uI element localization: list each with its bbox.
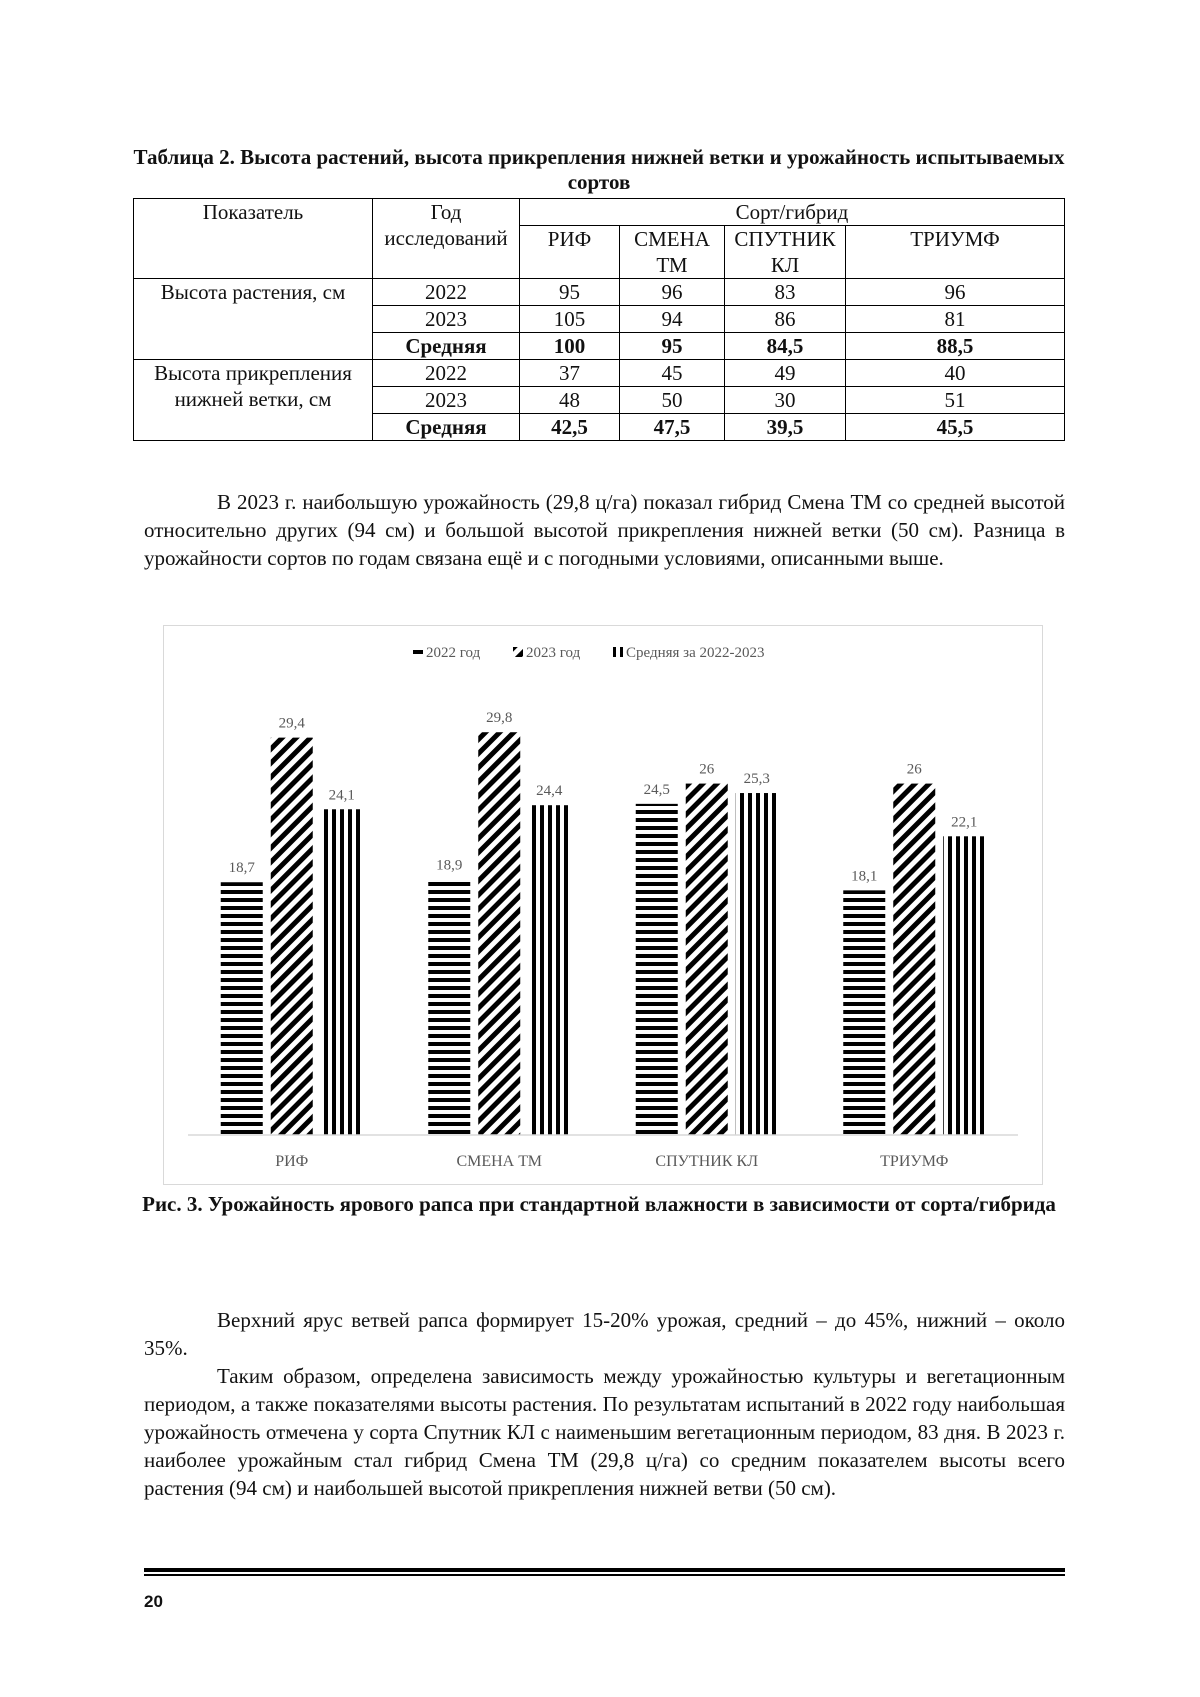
x-tick-label: СПУТНИК КЛ xyxy=(655,1153,759,1170)
cell-value: 51 xyxy=(846,387,1065,414)
cell-value: 95 xyxy=(520,279,620,306)
cell-value: 45 xyxy=(620,360,725,387)
cell-year: 2023 xyxy=(373,306,520,333)
row-group-label: Высота растения, см xyxy=(134,279,373,360)
cell-year: 2023 xyxy=(373,387,520,414)
figure-caption: Рис. 3. Урожайность ярового рапса при стандартной влажности в зависимости от сорта/гибрида xyxy=(142,1192,1056,1216)
data-label: 25,3 xyxy=(743,771,770,788)
data-label: 24,1 xyxy=(328,787,355,804)
cell-value: 30 xyxy=(725,387,846,414)
legend-swatch xyxy=(513,647,523,657)
page-number: 20 xyxy=(144,1592,163,1611)
header-year: Год исследований xyxy=(373,199,520,279)
data-table xyxy=(133,198,1065,441)
cell-value: 40 xyxy=(846,360,1065,387)
header-variety: СПУТНИК КЛ xyxy=(725,226,846,279)
yield-chart xyxy=(163,625,1043,1185)
table-row xyxy=(134,360,1065,387)
bar-horizontal xyxy=(843,890,885,1135)
bar-diagonal xyxy=(686,784,728,1135)
legend-label: 2023 год xyxy=(526,645,581,661)
cell-value: 100 xyxy=(520,333,620,360)
cell-value: 50 xyxy=(620,387,725,414)
legend-label: 2022 год xyxy=(426,645,481,661)
data-label: 29,8 xyxy=(486,710,513,727)
x-tick-label: СМЕНА ТМ xyxy=(456,1153,543,1170)
row-group-label: Высота прикрепления нижней ветки, см xyxy=(134,360,373,441)
cell-value: 47,5 xyxy=(620,414,725,441)
cell-value: 45,5 xyxy=(846,414,1065,441)
cell-value: 42,5 xyxy=(520,414,620,441)
cell-year: 2022 xyxy=(373,360,520,387)
header-variety-group: Сорт/гибрид xyxy=(520,199,1065,226)
bar-horizontal xyxy=(636,804,678,1135)
data-label: 24,5 xyxy=(643,781,670,798)
footer-rule-thick xyxy=(144,1568,1065,1572)
cell-value: 96 xyxy=(620,279,725,306)
legend-swatch xyxy=(413,647,423,657)
cell-value: 49 xyxy=(725,360,846,387)
cell-value: 81 xyxy=(846,306,1065,333)
bar-diagonal xyxy=(893,784,935,1135)
data-label: 29,4 xyxy=(278,715,305,732)
yield-chart-svg xyxy=(164,626,1042,1184)
cell-value: 83 xyxy=(725,279,846,306)
body-paragraph: Таким образом, определена зависимость между урожайностью культуры и вегетационным периодом, а также показателями высоты растения. По результатам испытаний в 2022 году наибольшая урожайность отмечена у сорта Спутник КЛ с наименьшим вегетационным периодом, 83 дня. В 2023 г. наиболее урожайным стал гибрид Смена ТМ (29,8 ц/га) со средним показателем высоты всего растения (94 см) и наибольшей высотой прикрепления нижней ветви (50 см). xyxy=(144,1364,1065,1500)
legend-label: Средняя за 2022-2023 xyxy=(626,645,765,661)
cell-value: 86 xyxy=(725,306,846,333)
bar-vertical xyxy=(736,793,778,1135)
header-indicator: Показатель xyxy=(134,199,373,279)
cell-value: 105 xyxy=(520,306,620,333)
cell-value: 96 xyxy=(846,279,1065,306)
cell-value: 94 xyxy=(620,306,725,333)
bar-horizontal xyxy=(428,880,470,1135)
cell-value: 48 xyxy=(520,387,620,414)
bar-horizontal xyxy=(221,882,263,1135)
cell-value: 95 xyxy=(620,333,725,360)
header-variety: РИФ xyxy=(520,226,620,279)
cell-value: 39,5 xyxy=(725,414,846,441)
footer-rule-thin xyxy=(144,1574,1065,1576)
legend-swatch xyxy=(613,647,623,657)
cell-value: 88,5 xyxy=(846,333,1065,360)
cell-year: 2022 xyxy=(373,279,520,306)
x-tick-label: ТРИУМФ xyxy=(880,1153,949,1170)
data-label: 24,4 xyxy=(536,783,563,800)
cell-value: 84,5 xyxy=(725,333,846,360)
header-variety: СМЕНА ТМ xyxy=(620,226,725,279)
bar-diagonal xyxy=(478,732,520,1135)
cell-value: 37 xyxy=(520,360,620,387)
cell-year: Средняя xyxy=(373,333,520,360)
cell-year: Средняя xyxy=(373,414,520,441)
data-label: 18,1 xyxy=(851,868,878,885)
data-label: 26 xyxy=(699,761,715,778)
bar-vertical xyxy=(321,809,363,1135)
data-label: 18,7 xyxy=(228,860,255,877)
body-paragraph: Верхний ярус ветвей рапса формирует 15-20% урожая, средний – до 45%, нижний – около 35%. xyxy=(144,1308,1065,1360)
bar-vertical xyxy=(943,836,985,1135)
data-label: 26 xyxy=(906,761,922,778)
body-paragraph: В 2023 г. наибольшую урожайность (29,8 ц/га) показал гибрид Смена ТМ со средней высотой относительно других (94 см) и большой высотой прикрепления нижней ветки (50 см). Разница в урожайности сортов по годам связана ещё и с погодными условиями, описанными выше. xyxy=(144,490,1065,570)
bar-vertical xyxy=(528,805,570,1135)
bar-diagonal xyxy=(271,738,313,1135)
table-row xyxy=(134,279,1065,306)
data-label: 22,1 xyxy=(951,814,978,831)
x-tick-label: РИФ xyxy=(275,1153,309,1170)
data-label: 18,9 xyxy=(436,857,463,874)
header-variety: ТРИУМФ xyxy=(846,226,1065,279)
table-title: Таблица 2. Высота растений, высота прикрепления нижней ветки и урожайность испытываемых сортов xyxy=(133,145,1065,194)
